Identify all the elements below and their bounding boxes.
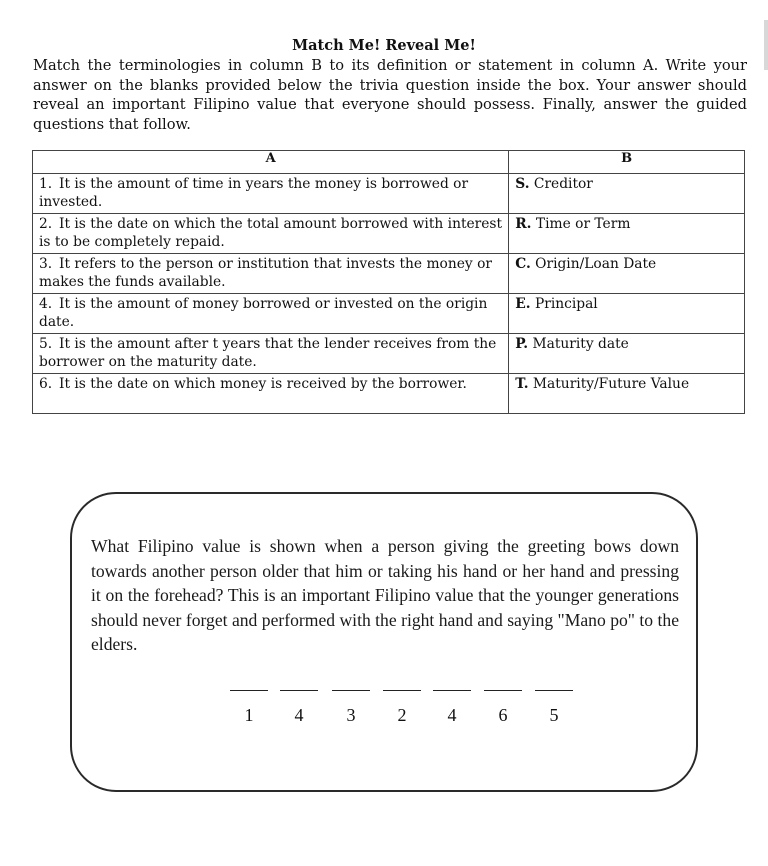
definition-text: It is the amount of money borrowed or invested on the origin date. [39, 296, 488, 330]
answer-blank[interactable]: 6 [484, 690, 522, 724]
column-b-header: B [509, 151, 745, 174]
term-cell [509, 374, 745, 414]
answer-blank[interactable]: 2 [383, 690, 421, 724]
table-row [33, 334, 745, 374]
term-letter: R. [515, 216, 532, 232]
term-cell [509, 174, 745, 214]
table-row [33, 374, 745, 414]
term-cell [509, 254, 745, 294]
term-text: Maturity/Future Value [532, 376, 690, 392]
answer-blanks [230, 690, 580, 730]
term-text: Time or Term [535, 216, 631, 232]
matching-table [32, 150, 745, 414]
answer-blank[interactable]: 4 [280, 690, 318, 724]
term-text: Maturity date [532, 336, 629, 352]
table-row [33, 174, 745, 214]
definition-cell [33, 254, 509, 294]
term-cell [509, 334, 745, 374]
answer-blank[interactable]: 4 [433, 690, 471, 724]
answer-blank[interactable]: 1 [230, 690, 268, 724]
table-row [33, 294, 745, 334]
definition-text: It is the date on which money is received by the borrower. [59, 376, 467, 392]
definition-text: It is the amount after t years that the lender receives from the borrower on the maturity date. [39, 336, 497, 370]
definition-cell [33, 374, 509, 414]
definition-cell [33, 334, 509, 374]
definition-number: 6. [39, 376, 53, 392]
definition-number: 2. [39, 216, 53, 232]
term-text: Creditor [533, 176, 593, 192]
column-a-header: A [33, 151, 509, 174]
definition-number: 4. [39, 296, 53, 312]
definition-text: It refers to the person or institution that invests the money or makes the funds available. [39, 256, 492, 290]
table-row [33, 214, 745, 254]
trivia-question: What Filipino value is shown when a person giving the greeting bows down towards another person older that him or taking his hand or her hand and pressing it on the forehead? This is an important Filipino value that the younger generations should never forget and performed with the right hand and saying "Mano po" to the elders. [91, 536, 679, 655]
answer-blank[interactable]: 5 [535, 690, 573, 724]
definition-text: It is the date on which the total amount borrowed with interest is to be completely repaid. [39, 216, 503, 250]
definition-text: It is the amount of time in years the money is borrowed or invested. [39, 176, 469, 210]
term-letter: T. [515, 376, 529, 392]
definition-number: 3. [39, 256, 53, 272]
definition-number: 5. [39, 336, 53, 352]
term-text: Origin/Loan Date [535, 256, 657, 272]
term-letter: E. [515, 296, 531, 312]
activity-title: Match Me! Reveal Me! [292, 37, 476, 54]
term-letter: P. [515, 336, 529, 352]
instructions-paragraph: Match the terminologies in column B to its definition or statement in column A. Write your answer on the blanks provided below the trivia question inside the box. Your answer should reveal an important Filipino value that everyone should possess. Finally, answer the guided questions that follow. [33, 57, 747, 133]
answer-blank[interactable]: 3 [332, 690, 370, 724]
term-text: Principal [534, 296, 598, 312]
table-row [33, 254, 745, 294]
definition-cell [33, 174, 509, 214]
term-cell [509, 294, 745, 334]
term-letter: C. [515, 256, 531, 272]
term-cell [509, 214, 745, 254]
definition-cell [33, 294, 509, 334]
term-letter: S. [515, 176, 530, 192]
table-header-row [33, 151, 745, 174]
definition-number: 1. [39, 176, 53, 192]
definition-cell [33, 214, 509, 254]
